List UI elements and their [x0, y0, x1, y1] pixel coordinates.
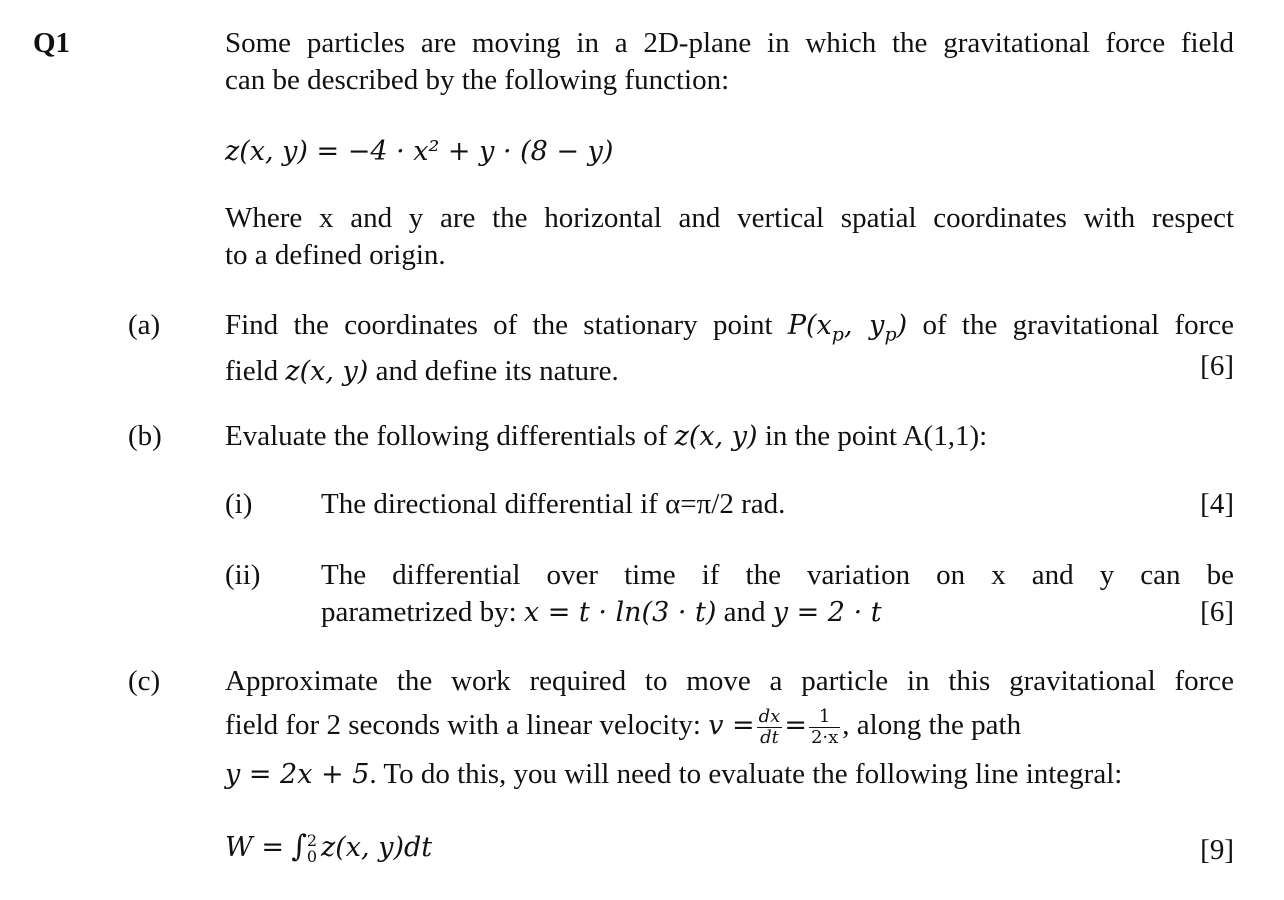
part-b-text [225, 418, 1234, 455]
work-lhs: W = [225, 832, 284, 863]
part-c-line-1: Approximate the work required to move a particle in this gravitational force [225, 665, 1234, 697]
part-c-line-2 [225, 702, 1234, 749]
part-a-line2-pre: field [225, 355, 286, 388]
function-formula: z(x, y) = −4 · x² + y · (8 − y) [225, 136, 614, 167]
question-number: Q1 [33, 27, 71, 59]
part-c-label: (c) [128, 665, 161, 697]
intro-line-2: can be described by the following function: [225, 64, 730, 96]
where-line-1: Where x and y are the horizontal and vertical spatial coordinates with respect [225, 202, 1234, 234]
integral-lower-limit: 0 [306, 847, 318, 867]
fraction-dt: dt [760, 726, 779, 748]
fraction-dx: dx [758, 705, 781, 727]
part-b-ii-line-2 [321, 594, 1234, 631]
part-c-line2-post: , along the path [842, 709, 1022, 741]
part-b-label: (b) [128, 420, 162, 452]
part-c-line-3 [225, 756, 1234, 793]
part-c-line-2-block [225, 702, 1234, 749]
path-equation: y = 2x + 5 [225, 759, 370, 790]
part-b-ii-label: (ii) [225, 559, 261, 591]
part-c-line-1-block [225, 663, 1234, 700]
where-line-2: to a defined origin. [225, 239, 446, 271]
param-x: x = t · ln(3 · t) [523, 597, 717, 628]
integrand: z(x, y)dt [321, 832, 433, 863]
part-c-line3-post: . To do this, you will need to evaluate the following line integral: [369, 758, 1123, 790]
part-a-label: (a) [128, 309, 161, 341]
part-b-i-text: The directional differential if α=π/2 rad. [321, 488, 786, 520]
work-integral [225, 828, 1234, 866]
part-a-line2-post: and define its nature. [368, 355, 619, 388]
part-b-i-marks: [4] [1200, 488, 1234, 520]
stationary-point [787, 310, 908, 346]
where-paragraph [225, 200, 1234, 274]
stationary-point-sub-x: p [831, 323, 844, 346]
part-c-velocity-text [225, 702, 1021, 749]
equals-sign: = [784, 710, 807, 741]
part-a-function: z(x, y) [285, 356, 369, 388]
part-c-line2-pre: field for 2 seconds with a linear velocity: [225, 709, 709, 741]
stationary-point-sub-y: p [884, 323, 897, 346]
integral-limits [307, 833, 317, 865]
part-a-marks: [6] [1200, 350, 1234, 382]
part-a-line1-pre: Find the coordinates of the stationary point [225, 309, 788, 341]
stationary-point-p: P(x [787, 310, 832, 341]
velocity-symbol: v = [708, 710, 755, 741]
fraction-dx-dt [757, 707, 783, 748]
part-a-line-1 [225, 307, 1234, 353]
part-c-marks: [9] [1200, 834, 1234, 866]
part-b-post: in the point A(1,1): [757, 420, 988, 452]
fraction-one-over-2x [809, 707, 840, 748]
part-a-line-2 [225, 353, 1234, 390]
fraction-2x: 2·x [810, 726, 839, 748]
part-b-pre: Evaluate the following differentials of [225, 420, 675, 452]
integral-icon: ∫ [291, 829, 307, 864]
part-a-line1-post: of the gravitational force [907, 309, 1235, 341]
integral-upper-limit: 2 [306, 831, 318, 851]
part-b-ii-marks: [6] [1200, 596, 1234, 628]
stationary-point-y: , y [843, 310, 885, 341]
part-b-ii-line-1: The differential over time if the variation on x and y can be [321, 559, 1234, 591]
part-b-ii-text [321, 557, 1234, 631]
param-y: y = 2 · t [772, 597, 882, 628]
function-equation [225, 133, 1234, 170]
stationary-point-close: ) [896, 310, 908, 341]
part-b-ii-mid: and [716, 596, 773, 628]
fraction-one: 1 [809, 707, 840, 728]
intro-line-1: Some particles are moving in a 2D-plane in which the gravitational force field [225, 27, 1234, 59]
question-intro [225, 25, 1234, 99]
part-b-i-label: (i) [225, 488, 253, 520]
part-b-ii-pre: parametrized by: [321, 596, 524, 628]
part-a-text [225, 307, 1234, 390]
part-b-function: z(x, y) [674, 421, 758, 452]
